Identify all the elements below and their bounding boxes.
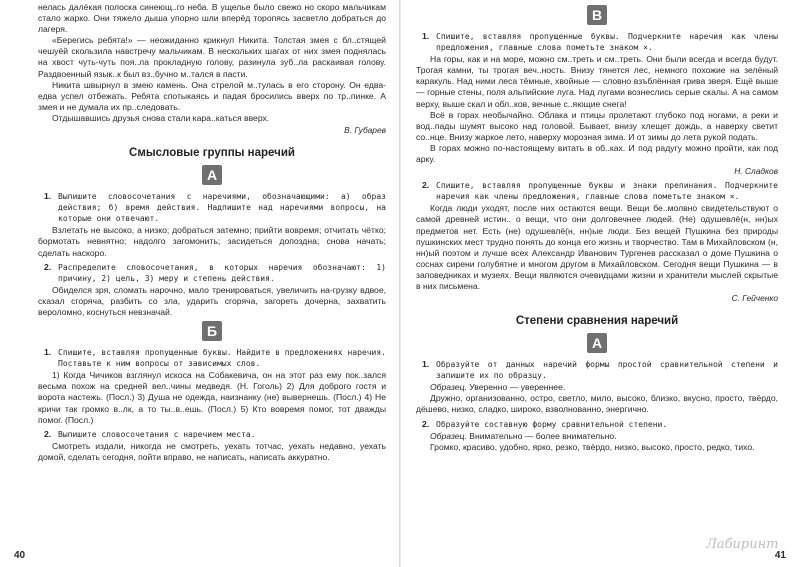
task-number: 1. bbox=[44, 347, 52, 358]
level-badge-b: Б bbox=[202, 321, 222, 341]
exercise-text: Взлетать не высоко, а низко; добраться затемно; прийти вовремя; отчитать чётко; бормотать невнятно; надолго загомонить; засидеться допоздна; снова начать; сделать наскоро. bbox=[38, 225, 386, 258]
example-label: Образец. bbox=[430, 382, 467, 393]
page-number: 41 bbox=[774, 550, 786, 561]
example-text: Уверенно — увереннее. bbox=[469, 382, 566, 393]
task-instruction: Спишите, вставляя пропущенные буквы. Найдите в предложениях наречия. Поставьте к ним вопросы от зависимых слов. bbox=[58, 348, 386, 369]
exercise-text: Всё в горах необычайно. Облака и птицы пролетают глубоко под ногами, а реки и вод..пады шумят высоко над головой. Бывает, внизу хлещет дождь, а наверху светит со..нце. Внизу жаркое лето, наверху морозная зима. И от зимы до лета рукой подать. bbox=[416, 109, 778, 142]
example-line bbox=[416, 431, 778, 442]
task-instruction: Выпишите словосочетания с наречием места. bbox=[58, 429, 256, 439]
section-title: Смысловые группы наречий bbox=[129, 147, 295, 160]
task-instruction: Спишите, вставляя пропущенные буквы и знаки препинания. Подчеркните наречия как члены предложения, главные слова пометьте знаком ×. bbox=[436, 181, 778, 202]
task-instruction: Распределите словосочетания, в которых наречия обозначают: 1) причину, 2) цель, 3) меру и степень действия. bbox=[58, 262, 386, 283]
exercise-task bbox=[38, 429, 386, 440]
watermark-logo: Лабиринт bbox=[706, 537, 779, 552]
task-number: 2. bbox=[422, 418, 430, 429]
exercise-text: Когда люди уходят, после них остаются вещи. Вещи бе..молвно свидетельствуют о самой древней истин.. о вещи, что они долговечнее людей. (Не) одушевлё(н, нн)ых предметов нет. Есть (не) одушевлё(н, нн)ые люди. Без вещей Пушкина без природы пушкинских мест трудно понять до конца его жизнь и творчество. Там в Михайловском (н, нн)ый поэтом и лучше всех Александр Иванович Тургенев рассказал о доме Пушкина о соснах сирени голубятне и многом другом в Михайловском. Сегодня вещи Пушкина — в заповедниках и музеях. Вещи являются очевидцами жизни и хранители мыслей скрытые в них письмена. bbox=[416, 203, 778, 291]
text-paragraph: «Берегись ребята!» — неожиданно крикнул Никита. Толстая змея с бл..стящей чешуёй скользила навстречу мальчикам. В нескольких шагах от них змея поднялась на хвост чуть-чуть поя..ла прокладную голову, разинула зуб..ла раскаивая голову. Раздвоенный язык..к был вз..бучно м..тался в пасти. bbox=[38, 35, 386, 79]
exercise-text: На горы, как и на море, можно см..треть и см..треть. Они были всегда и всегда будут. Трогая камни, ты трогая веч..ность. Внизу тянется лес, немного похожие на зелёный каракуль. Над ними леса тёмные, хвойные — словно взъблённая грива зверя. Ещё выше — горные стены, поля альпийские луга. Над лугами вознеслись серые скалы. А на самом верху, выше скал и обл..ков, вечные с..яющие снега! bbox=[416, 54, 778, 109]
author-signature: С. Гейченко bbox=[731, 293, 778, 304]
exercise-text: В горах можно по-настоящему витать в об..ках. И под радугу можно пройти, как под арку. bbox=[416, 142, 778, 165]
text-paragraph: нелась далёкая полоска синеющ..го неба. В ущелье было свежо но скоро мальчикам стало жарко. Они тяжело дыша упорно шли вперёд торопясь засветло добраться до лагеря. bbox=[38, 2, 386, 35]
exercise-task bbox=[416, 359, 778, 381]
example-line bbox=[416, 382, 778, 393]
exercise-text: Дружно, организованно, остро, светло, мило, высоко, близко, вкусно, просто, твёрдо, дёшево, низко, сладко, широко, взволнованно, энергично. bbox=[416, 393, 778, 415]
exercise-task bbox=[38, 347, 386, 369]
exercise-task bbox=[416, 180, 778, 202]
text-paragraph: Никита швырнул в змею камень. Она стрелой м..тулась в его сторону. Он едва-едва успел отбежать. Ребята спотыкаясь и падая бросились вверх по тр..пинке. А змея и не думала их пр..следовать. bbox=[38, 79, 386, 112]
exercise-text: Обиделся зря, сломать нарочно, мало тренироваться, увеличить на-грузку вдвое, сказал сгоряча, разбить со зла, ударить сгоряча, загореть дочерна, захватить вероломно, коснуться невзначай. bbox=[38, 284, 386, 317]
section-title: Степени сравнения наречий bbox=[515, 315, 679, 328]
task-number: 1. bbox=[422, 359, 430, 370]
task-instruction: Спишите, вставляя пропущенные буквы. Подчеркните наречия как члены предложения, главные слова пометьте знаком ×. bbox=[436, 32, 778, 53]
exercise-text: 1) Когда Чичиков взглянул искоса на Собакевича, он на этот раз ему пок..зался весьма похож на средней вел..чины медведя. (Н. Гоголь) 2) Для доброго гостя и ворота настежь. (Посл.) 3) Душа не одежда, наизнанку (не) вывернешь. (Посл.) 4) Не кричи так громко в..лк, а то ты..в..ешь. (Посл.) 5) Кто вовремя помог, тот дважды помог. (Посл.) bbox=[38, 370, 386, 425]
exercise-task bbox=[38, 191, 386, 224]
level-badge-a: А bbox=[587, 333, 607, 353]
task-number: 2. bbox=[44, 428, 52, 439]
exercise-text: Смотреть издали, никогда не смотреть, уехать тотчас, уехать недавно, уехать домой, сделать сегодня, пойти вправо, не написать, написать аккуратно. bbox=[38, 440, 386, 462]
author-signature: В. Губарев bbox=[344, 125, 386, 136]
example-label: Образец. bbox=[430, 430, 467, 441]
example-text: Внимательно — более внимательно. bbox=[469, 430, 617, 441]
exercise-text: Громко, красиво, удобно, ярко, резко, твёрдо, низко, высоко, просто, редко, тихо. bbox=[430, 441, 755, 452]
exercise-task bbox=[416, 31, 778, 53]
task-number: 1. bbox=[44, 191, 52, 202]
page-number: 40 bbox=[14, 550, 26, 561]
author-signature: Н. Сладков bbox=[734, 166, 778, 177]
right-page bbox=[400, 0, 800, 567]
exercise-task bbox=[416, 419, 778, 430]
level-badge-v: В bbox=[587, 5, 607, 25]
task-instruction: Образуйте составную форму сравнительной степени. bbox=[436, 419, 668, 429]
task-number: 2. bbox=[44, 261, 52, 272]
text-paragraph: Отдышавшись друзья снова стали кара..каться вверх. bbox=[52, 112, 270, 123]
task-instruction: Образуйте от данных наречий формы простой сравнительной степени и запишите их по образцу. bbox=[436, 360, 778, 381]
task-number: 1. bbox=[422, 31, 430, 41]
task-instruction: Выпишите словосочетания с наречиями, обозначающими: а) образ действия; б) время действия. Надпишите над наречиями вопросы, на которые они отвечают. bbox=[58, 192, 386, 224]
exercise-task bbox=[38, 262, 386, 284]
task-number: 2. bbox=[422, 180, 430, 191]
level-badge-a: А bbox=[202, 165, 222, 185]
